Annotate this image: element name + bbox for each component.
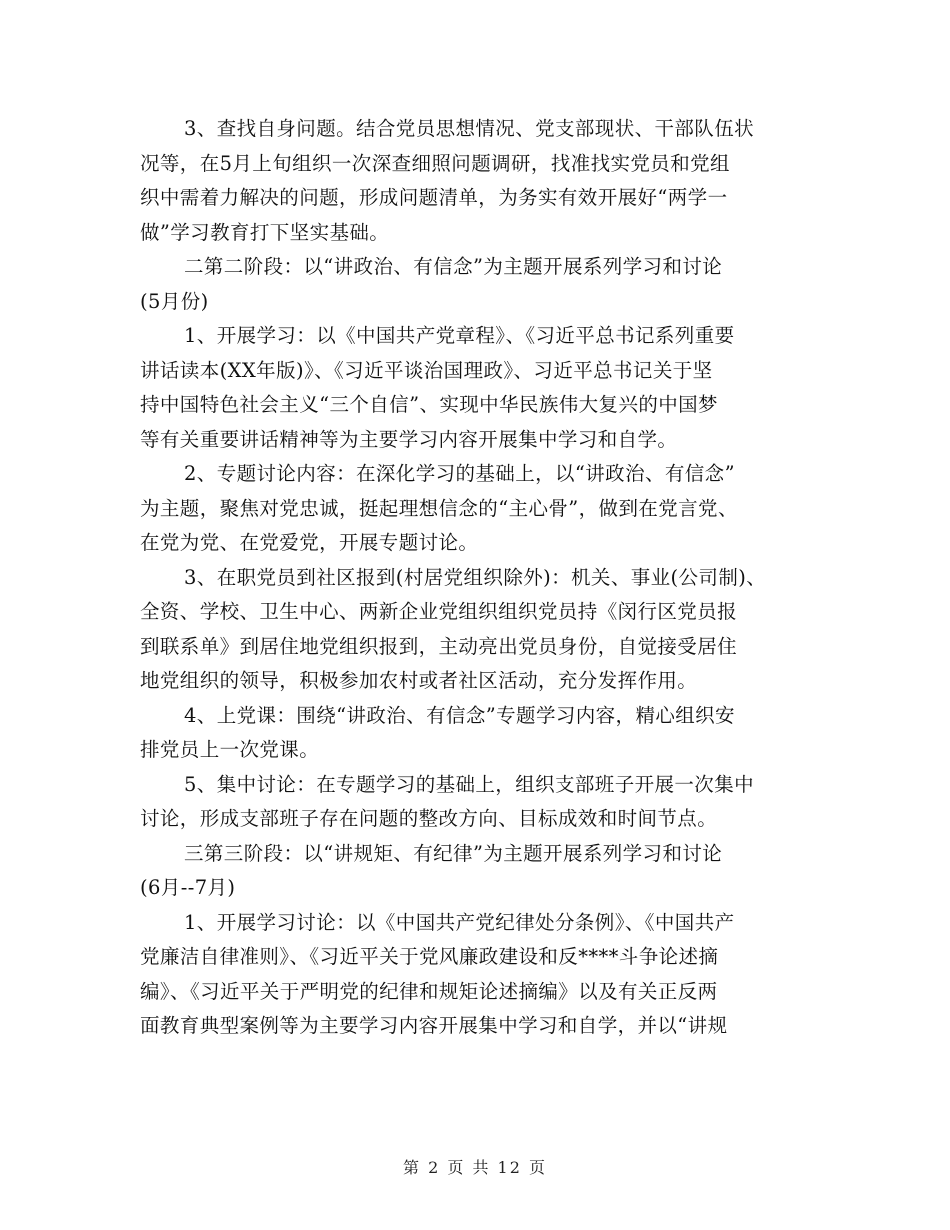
text-line: 5、集中讨论：在专题学习的基础上，组织支部班子开展一次集中 (184, 772, 755, 796)
text-line: 全资、学校、卫生中心、两新企业党组织组织党员持《闵行区党员报 (140, 600, 738, 623)
text-line: 做”学习教育打下坚实基础。 (140, 220, 390, 244)
text-line: 到联系单》到居住地党组织报到，主动亮出党员身份，自觉接受居住 (140, 634, 738, 658)
text-line: 3、在职党员到社区报到(村居党组织除外)：机关、事业(公司制)、 (184, 565, 767, 589)
text-line: 持中国特色社会主义“三个自信”、实现中华民族伟大复兴的中国梦 (140, 393, 718, 416)
text-line: 况等，在5月上旬组织一次深查细照问题调研，找准找实党员和党组 (140, 151, 730, 175)
section-heading: 二第二阶段：以“讲政治、有信念”为主题开展系列学习和讨论 (184, 255, 723, 278)
text-line: 讲话读本(XX年版)》、《习近平谈治国理政》、习近平总书记关于坚 (140, 358, 713, 382)
text-line: 织中需着力解决的问题，形成问题清单，为务实有效开展好“两学一 (140, 186, 728, 209)
text-line: 3、查找自身问题。结合党员思想情况、党支部现状、干部队伍状 (184, 117, 755, 140)
text-line: 在党为党、在党爱党，开展专题讨论。 (140, 531, 479, 554)
text-line: 排党员上一次党课。 (140, 738, 320, 761)
text-line: 地党组织的领导，积极参加农村或者社区活动，充分发挥作用。 (140, 669, 698, 692)
section-heading-cont: (6月--7月) (140, 876, 236, 899)
text-line: 1、开展学习：以《中国共产党章程》、《习近平总书记系列重要 (184, 324, 735, 347)
text-line: 1、开展学习讨论：以《中国共产党纪律处分条例》、《中国共产 (184, 910, 735, 934)
text-line: 2、专题讨论内容：在深化学习的基础上，以“讲政治、有信念” (184, 462, 735, 485)
text-line: 为主题，聚焦对党忠诚，挺起理想信念的“主心骨”，做到在党言党、 (140, 496, 738, 520)
section-heading-cont: (5月份) (140, 289, 209, 313)
text-line: 4、上党课：围绕“讲政治、有信念”专题学习内容，精心组织安 (184, 703, 735, 727)
section-heading: 三第三阶段：以“讲规矩、有纪律”为主题开展系列学习和讨论 (184, 841, 723, 865)
text-line: 讨论，形成支部班子存在问题的整改方向、目标成效和时间节点。 (140, 807, 718, 830)
page-number-footer: 第 2 页 共 12 页 (403, 1158, 547, 1177)
text-line: 编》、《习近平关于严明党的纪律和规矩论述摘编》以及有关正反两 (140, 979, 718, 1003)
text-line: 面教育典型案例等为主要学习内容开展集中学习和自学，并以“讲规 (140, 1014, 728, 1037)
document-body (140, 112, 820, 1044)
text-line: 党廉洁自律准则》、《习近平关于党风廉政建设和反****斗争论述摘 (140, 945, 719, 968)
text-line: 等有关重要讲话精神等为主要学习内容开展集中学习和自学。 (140, 427, 678, 451)
